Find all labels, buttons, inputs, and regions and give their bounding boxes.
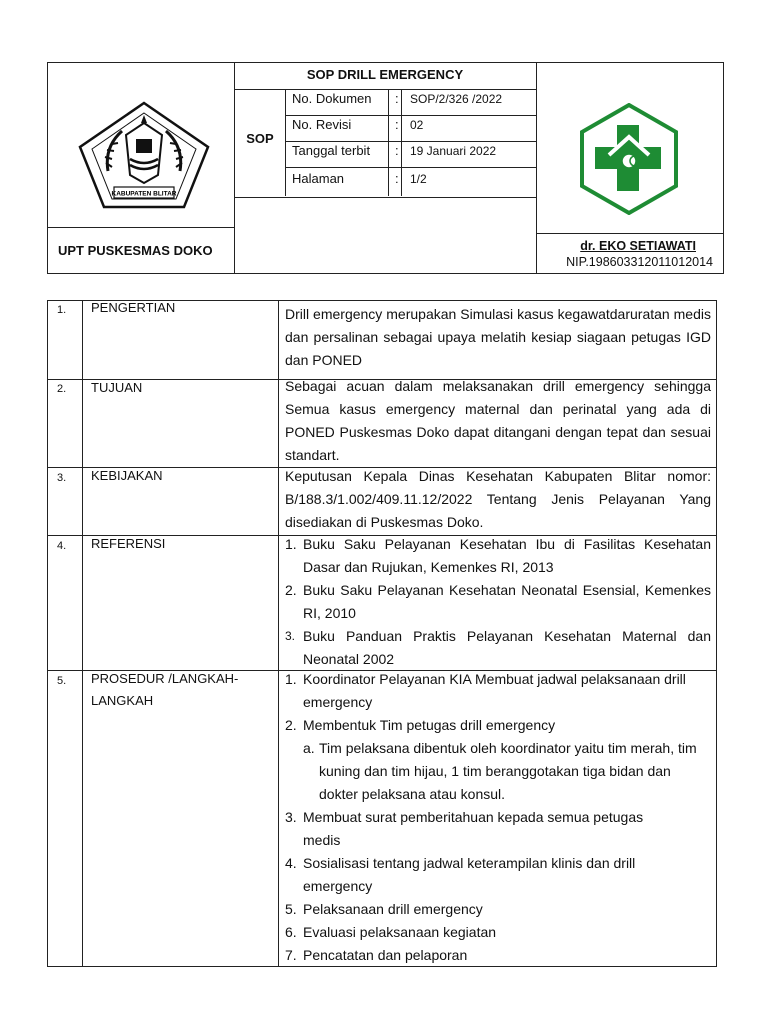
- section-label-referensi: REFERENSI: [91, 536, 166, 551]
- list-text: Membuat surat pemberitahuan kepada semua petugas medis: [303, 809, 644, 848]
- section-label-prosedur: PROSEDUR /LANGKAH-LANGKAH: [91, 671, 239, 708]
- puskesmas-logo: [573, 103, 685, 215]
- revision-value: 02: [410, 118, 424, 132]
- list-item: [285, 921, 711, 944]
- doc-number-colon: :: [395, 91, 399, 106]
- list-marker: 3.: [285, 809, 297, 825]
- header-divider: [285, 115, 536, 116]
- list-text: Buku Saku Pelayanan Kesehatan Ibu di Fasilitas Kesehatan Dasar dan Rujukan, Kemenkes RI, 2013: [303, 536, 711, 575]
- list-marker: 2.: [285, 582, 297, 598]
- procedure-list: [285, 668, 711, 967]
- list-text: Buku Panduan Praktis Pelayanan Kesehatan Maternal dan Neonatal 2002: [303, 628, 711, 667]
- page-value: 1/2: [410, 172, 427, 186]
- sop-title: SOP DRILL EMERGENCY: [306, 67, 464, 82]
- list-item: [285, 579, 711, 625]
- reference-list: [285, 533, 711, 671]
- table-divider: [278, 301, 279, 966]
- list-marker: 3.: [285, 629, 296, 643]
- list-item: [285, 852, 711, 898]
- revision-colon: :: [395, 117, 399, 132]
- list-text: Tim pelaksana dibentuk oleh koordinator yaitu tim merah, tim kuning dan tim hijau, 1 tim beranggotakan tiga bidan dan dokter pelaksana atau konsul.: [319, 740, 697, 802]
- list-marker: a.: [303, 740, 315, 756]
- list-item: [285, 625, 711, 671]
- header-divider: [285, 89, 286, 196]
- doc-number-label: No. Dokumen: [292, 91, 372, 106]
- list-marker: 6.: [285, 924, 297, 940]
- page-colon: :: [395, 171, 399, 186]
- signatory-nip: NIP.198603312011012014: [566, 255, 713, 269]
- list-text: Pencatatan dan pelaporan: [303, 947, 468, 963]
- list-item: [285, 714, 711, 737]
- list-marker: 5.: [285, 901, 297, 917]
- list-text: Membentuk Tim petugas drill emergency: [303, 717, 556, 733]
- section-label-kebijakan: KEBIJAKAN: [91, 468, 163, 483]
- list-marker: 2.: [285, 717, 297, 733]
- section-label-pengertian: PENGERTIAN: [91, 300, 176, 315]
- sop-content-table: [47, 300, 717, 967]
- section-text-kebijakan: Keputusan Kepala Dinas Kesehatan Kabupaten Blitar nomor: B/188.3/1.002/409.11.12/2022 Tentang Jenis Pelayanan Yang disediakan di Puskesmas Doko.: [285, 468, 711, 530]
- list-text: Buku Saku Pelayanan Kesehatan Neonatal Esensial, Kemenkes RI, 2010: [303, 582, 711, 621]
- header-divider: [536, 233, 724, 234]
- sop-header: [47, 62, 724, 274]
- issue-date-colon: :: [395, 143, 399, 158]
- header-divider: [234, 89, 536, 90]
- list-item: [285, 898, 711, 921]
- list-marker: 4.: [285, 855, 297, 871]
- header-divider: [401, 89, 402, 196]
- revision-label: No. Revisi: [292, 117, 352, 132]
- header-divider: [48, 227, 234, 228]
- section-number: 5.: [57, 675, 67, 687]
- logo-caption: KABUPATEN BLITAR: [111, 190, 177, 198]
- list-text: Koordinator Pelayanan KIA Membuat jadwal pelaksanaan drill emergency: [303, 671, 686, 710]
- list-text: Pelaksanaan drill emergency: [303, 901, 483, 917]
- list-marker: 7.: [285, 947, 297, 963]
- header-divider: [234, 63, 235, 273]
- header-divider: [388, 89, 389, 196]
- list-item: [285, 737, 711, 806]
- list-item: [285, 668, 711, 714]
- issue-date-label: Tanggal terbit: [292, 143, 371, 158]
- header-divider: [234, 197, 536, 198]
- list-item: [285, 806, 711, 852]
- section-text-pengertian: Drill emergency merupakan Simulasi kasus kegawatdaruratan medis dan persalinan sebagai upaya melatih kesiap siagaan petugas IGD dan PONED: [285, 306, 711, 368]
- section-label-tujuan: TUJUAN: [91, 380, 143, 395]
- doc-number-value: SOP/2/326 /2022: [410, 92, 503, 106]
- sop-label: SOP: [246, 131, 274, 146]
- section-text-tujuan: Sebagai acuan dalam melaksanakan drill emergency sehingga Semua kasus emergency maternal dan perinatal yang ada di PONED Puskesmas Doko dapat ditangani dengan tepat dan sesuai standart.: [285, 378, 711, 463]
- list-text: Sosialisasi tentang jadwal keterampilan klinis dan drill emergency: [303, 855, 636, 894]
- signatory-name: dr. EKO SETIAWATI: [580, 239, 696, 253]
- section-number: 1.: [57, 304, 67, 316]
- list-item: [285, 944, 711, 967]
- issue-date-value: 19 Januari 2022: [410, 144, 497, 158]
- section-number: 2.: [57, 383, 67, 395]
- kabupaten-blitar-logo: [78, 101, 210, 209]
- list-marker: 1.: [285, 671, 297, 687]
- section-number: 3.: [57, 472, 67, 484]
- list-text: Evaluasi pelaksanaan kegiatan: [303, 924, 497, 940]
- institution-name: UPT PUSKESMAS DOKO: [58, 243, 213, 258]
- section-number: 4.: [57, 540, 67, 552]
- table-divider: [82, 301, 83, 966]
- list-item: [285, 533, 711, 579]
- page-label: Halaman: [292, 171, 345, 186]
- list-marker: 1.: [285, 536, 297, 552]
- header-divider: [285, 141, 536, 142]
- header-divider: [285, 167, 536, 168]
